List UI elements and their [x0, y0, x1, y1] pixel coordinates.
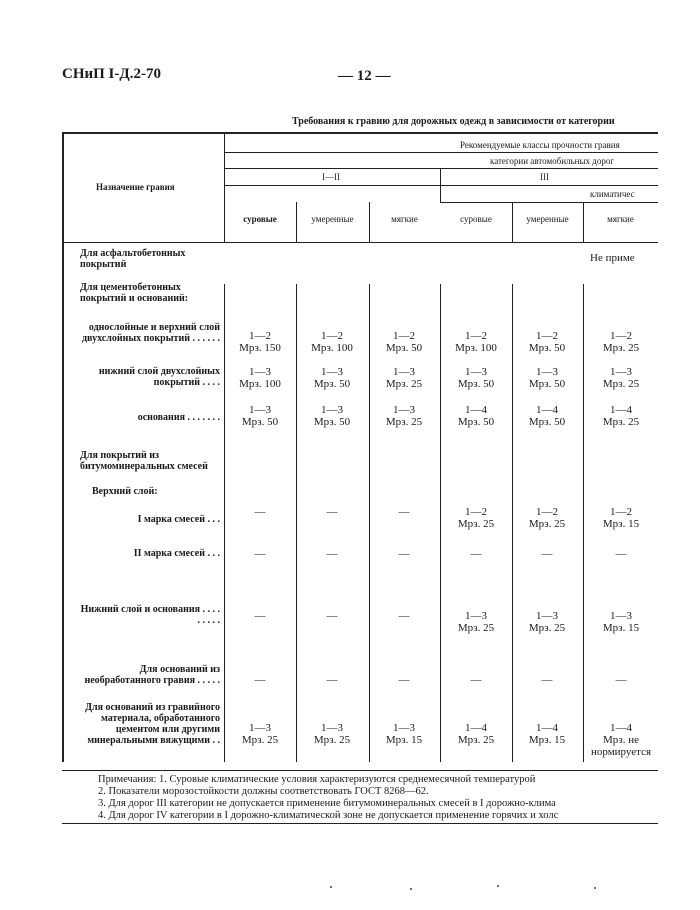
cell-bases-5 — [513, 404, 581, 428]
cell-untreated-1 — [226, 674, 294, 686]
cell-class: 1—4 — [536, 404, 558, 416]
col-divider-label — [224, 134, 225, 242]
cell-single-4 — [442, 330, 510, 354]
cell-mark2-4 — [442, 548, 510, 560]
header-bottom-border — [62, 242, 658, 243]
cell-frost: Мрз. 100 — [311, 342, 353, 354]
row-label-mark-1: I марка смесей . . . — [137, 514, 220, 525]
cell-treated-2 — [298, 722, 366, 746]
cell-lower-base-5 — [513, 610, 581, 634]
cell-class: — — [326, 506, 338, 518]
cell-frost: Мрз. 25 — [241, 734, 279, 746]
cell-class: 1—4 — [465, 404, 487, 416]
cell-class: — — [470, 548, 482, 560]
cell-class: 1—4 — [610, 722, 632, 734]
cell-bases-2 — [298, 404, 366, 428]
cell-mark2-2 — [298, 548, 366, 560]
cell-class: 1—3 — [393, 366, 415, 378]
col-moderate-2: умеренные — [526, 214, 569, 224]
note-1: Примечания: 1. Суровые климатические условия характеризуются среднемесячной температурой — [98, 774, 536, 785]
cell-frost: Мрз. 50 — [313, 378, 351, 390]
cell-class: — — [254, 506, 266, 518]
page-number: — 12 — — [338, 68, 391, 84]
cell-untreated-5 — [513, 674, 581, 686]
cell-mark2-3 — [370, 548, 438, 560]
cell-frost: Мрз. 25 — [528, 518, 566, 530]
cell-class: — — [615, 548, 627, 560]
cell-mark1-5 — [513, 506, 581, 530]
row-label-upper-layer: Верхний слой: — [92, 486, 158, 497]
col-severe-2: суровые — [460, 214, 492, 224]
row-label-asphalt: Для асфальтобетонных покрытий — [80, 248, 186, 270]
scan-speck — [594, 887, 596, 889]
cat-group-2: III — [540, 172, 549, 182]
cell-frost: Мрз. 25 — [602, 416, 640, 428]
cell-frost: Мрз. 25 — [313, 734, 351, 746]
cell-class: 1—3 — [249, 404, 271, 416]
note-2: 2. Показатели морозостойкости должны соответствовать ГОСТ 8268—62. — [98, 786, 429, 797]
cell-bases-3 — [370, 404, 438, 428]
cell-frost: Мрз. 25 — [385, 416, 423, 428]
cell-frost: Мрз. 25 — [528, 622, 566, 634]
header-line-2 — [224, 168, 658, 169]
cell-frost: Мрз. 15 — [385, 734, 423, 746]
cell-class: — — [326, 610, 338, 622]
cell-class: 1—3 — [249, 366, 271, 378]
cell-frost: Мрз. 50 — [241, 416, 279, 428]
cell-class: 1—3 — [610, 610, 632, 622]
note-4: 4. Для дорог IV категории в I дорожно-климатической зоне не допускается применение горячих и холс — [98, 810, 559, 821]
cell-class: 1—3 — [610, 366, 632, 378]
table-caption: Требования к гравию для дорожных одежд в зависимости от категории — [292, 116, 615, 127]
cell-frost: Мрз. 15 — [528, 734, 566, 746]
row-label-lower-base: Нижний слой и основания . . . . . . . . . — [80, 604, 220, 626]
cell-frost: Мрз. 50 — [528, 342, 566, 354]
cell-lower-base-3 — [370, 610, 438, 622]
cell-frost: Мрз. 25 — [457, 734, 495, 746]
col-header-recommended: Рекомендуемые классы прочности гравия — [460, 140, 620, 150]
cell-untreated-2 — [298, 674, 366, 686]
cell-class: — — [398, 506, 410, 518]
cell-class: 1—3 — [536, 366, 558, 378]
cell-treated-5 — [513, 722, 581, 746]
cell-single-6 — [585, 330, 657, 354]
cell-treated-6 — [585, 722, 657, 758]
body-divider-0 — [224, 284, 225, 762]
cell-frost: Мрз. 50 — [528, 416, 566, 428]
scan-speck — [410, 888, 412, 890]
cell-mark2-6 — [585, 548, 657, 560]
col-severe-1: суровые — [243, 214, 277, 224]
header-line-1 — [224, 152, 658, 153]
cell-class: — — [326, 548, 338, 560]
body-divider-2 — [369, 284, 370, 762]
cell-class: 1—2 — [249, 330, 271, 342]
cell-frost: Мрз. 50 — [313, 416, 351, 428]
cell-mark1-2 — [298, 506, 366, 518]
col-mild-1: мягкие — [391, 214, 418, 224]
cell-class: — — [541, 674, 553, 686]
row-label-single-layer: однослойные и верхний слой двухслойных покрытий . . . . . . — [81, 322, 220, 344]
cell-frost: Мрз. 50 — [385, 342, 423, 354]
cell-lower-3 — [370, 366, 438, 390]
body-divider-3 — [440, 284, 441, 762]
row-label-bases: основания . . . . . . . — [137, 412, 220, 423]
climate-header: климатичес — [590, 189, 635, 199]
cell-mark1-4 — [442, 506, 510, 530]
cell-frost: Мрз. 25 — [602, 342, 640, 354]
cell-frost: Мрз. 15 — [602, 622, 640, 634]
cell-lower-base-2 — [298, 610, 366, 622]
cell-frost: Мрз. 15 — [602, 518, 640, 530]
cell-single-3 — [370, 330, 438, 354]
cell-class: 1—2 — [610, 506, 632, 518]
cell-mark2-5 — [513, 548, 581, 560]
cell-lower-2 — [298, 366, 366, 390]
row-label-bitumen: Для покрытий из битумоминеральных смесей — [80, 450, 208, 472]
cell-class: 1—3 — [393, 722, 415, 734]
cell-class: 1—2 — [321, 330, 343, 342]
cell-class: 1—3 — [321, 366, 343, 378]
cell-class: — — [254, 674, 266, 686]
col-mild-2: мягкие — [607, 214, 634, 224]
group-divider — [440, 168, 441, 202]
col-header-purpose: Назначение гравия — [96, 182, 175, 192]
table-top-border — [62, 132, 658, 134]
asphalt-note: Не приме — [590, 252, 635, 264]
cell-treated-1 — [226, 722, 294, 746]
body-left-border — [62, 242, 64, 762]
page-bottom-rule — [62, 823, 658, 824]
col-moderate-1: умеренные — [311, 214, 354, 224]
cell-class: 1—2 — [536, 330, 558, 342]
cell-class: — — [398, 674, 410, 686]
cell-mark1-6 — [585, 506, 657, 530]
cell-frost: Мрз. 25 — [457, 622, 495, 634]
cell-class: 1—2 — [393, 330, 415, 342]
cell-lower-4 — [442, 366, 510, 390]
cell-frost: Мрз. 25 — [457, 518, 495, 530]
cell-frost: Мрз. 50 — [528, 378, 566, 390]
scan-speck — [497, 885, 499, 887]
cell-lower-base-1 — [226, 610, 294, 622]
header-line-3 — [224, 185, 658, 186]
note-3: 3. Для дорог III категории не допускается применение битумоминеральных смесей в I дорожно-клима — [98, 798, 556, 809]
cell-class: 1—3 — [465, 610, 487, 622]
cell-frost: Мрз. 50 — [457, 416, 495, 428]
cell-class: 1—2 — [536, 506, 558, 518]
row-label-treated: Для оснований из гравийного материала, обработанного цементом или другими минеральными вяжущими . . — [85, 702, 220, 746]
document-code: СНиП I-Д.2-70 — [62, 66, 161, 82]
cell-class: 1—3 — [393, 404, 415, 416]
cell-single-1 — [226, 330, 294, 354]
cell-frost: Мрз. 150 — [239, 342, 281, 354]
cell-single-5 — [513, 330, 581, 354]
cell-class: 1—3 — [321, 722, 343, 734]
cell-frost: Мрз. 25 — [385, 378, 423, 390]
cell-frost: Мрз. 100 — [239, 378, 281, 390]
table-left-border — [62, 132, 64, 242]
cell-class: 1—4 — [465, 722, 487, 734]
cell-class: — — [615, 674, 627, 686]
cell-mark1-1 — [226, 506, 294, 518]
cell-class: 1—3 — [465, 366, 487, 378]
cat-group-1: I—II — [322, 172, 340, 182]
cell-lower-1 — [226, 366, 294, 390]
cell-class: — — [541, 548, 553, 560]
header-line-4 — [440, 202, 658, 203]
cell-lower-5 — [513, 366, 581, 390]
cell-untreated-4 — [442, 674, 510, 686]
cell-class: 1—3 — [321, 404, 343, 416]
row-label-untreated: Для оснований из необработанного гравия . . . . . — [84, 664, 220, 686]
cell-bases-6 — [585, 404, 657, 428]
cell-untreated-3 — [370, 674, 438, 686]
cell-lower-base-6 — [585, 610, 657, 634]
cell-class: 1—4 — [536, 722, 558, 734]
scan-speck — [330, 886, 332, 888]
cell-mark2-1 — [226, 548, 294, 560]
cell-single-2 — [298, 330, 366, 354]
body-divider-5 — [583, 284, 584, 762]
cell-untreated-6 — [585, 674, 657, 686]
table-bottom-border — [62, 770, 658, 771]
cell-bases-1 — [226, 404, 294, 428]
cell-class: 1—3 — [249, 722, 271, 734]
cell-mark1-3 — [370, 506, 438, 518]
row-label-lower-layer: нижний слой двухслойных покрытий . . . . — [98, 366, 220, 388]
cell-frost: Мрз. 50 — [457, 378, 495, 390]
cell-lower-6 — [585, 366, 657, 390]
cell-class: — — [398, 548, 410, 560]
cell-class: — — [254, 548, 266, 560]
row-label-mark-2: II марка смесей . . . — [133, 548, 220, 559]
cell-lower-base-4 — [442, 610, 510, 634]
col-header-categories: категории автомобильных дорог — [490, 156, 615, 166]
cell-frost: Мрз. 25 — [602, 378, 640, 390]
cell-treated-3 — [370, 722, 438, 746]
cell-class: — — [470, 674, 482, 686]
cell-class: — — [254, 610, 266, 622]
cell-class: 1—2 — [610, 330, 632, 342]
cell-frost: Мрз. 100 — [455, 342, 497, 354]
cell-class: 1—3 — [536, 610, 558, 622]
cell-class: — — [398, 610, 410, 622]
body-divider-1 — [296, 284, 297, 762]
cell-class: 1—2 — [465, 330, 487, 342]
cell-bases-4 — [442, 404, 510, 428]
cell-treated-4 — [442, 722, 510, 746]
row-label-cement: Для цементобетонных покрытий и оснований: — [80, 282, 189, 304]
cell-class: — — [326, 674, 338, 686]
cell-frost: Мрз. не нормируется — [590, 734, 652, 758]
cell-class: 1—4 — [610, 404, 632, 416]
cell-class: 1—2 — [465, 506, 487, 518]
